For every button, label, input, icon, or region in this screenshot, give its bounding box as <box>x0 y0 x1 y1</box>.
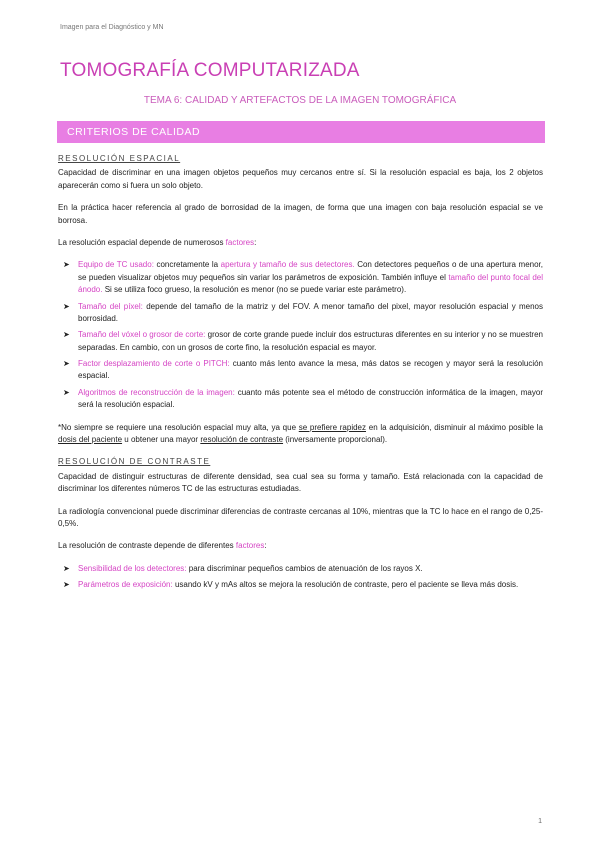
text-run: Si se utiliza foco grueso, la resolución es menor (no se puede variar este parámetro). <box>102 285 407 295</box>
list-item <box>63 301 544 326</box>
text-run: u obtener una mayor <box>122 435 201 445</box>
text-run: para discriminar pequeños cambios de atenuación de los rayos X. <box>186 563 423 573</box>
list-item <box>63 563 543 575</box>
highlight-factores: factores <box>225 237 255 247</box>
list-item <box>63 259 544 296</box>
arrow-bullet-icon: ➤ <box>63 563 70 573</box>
spatial-note <box>58 422 543 447</box>
contrast-paragraph-2: La radiología convencional puede discriminar diferencias de contraste cercanas al 10%, mientras que la TC lo hace en el rango de 0,25-0,5%. <box>58 506 543 528</box>
underlined-term: dosis del paciente <box>58 435 123 445</box>
list-item <box>63 579 543 591</box>
spatial-paragraph-1: Capacidad de discriminar en una imagen objetos pequeños muy cercanos entre sí. Si la resolución espacial es baja, los 2 objetos aparecerán como si fuera un solo objeto. <box>58 168 543 190</box>
arrow-bullet-icon: ➤ <box>63 387 70 397</box>
highlight-term: Tamaño del vóxel o grosor de corte: <box>78 330 206 340</box>
highlight-term: Tamaño del píxel: <box>78 301 143 311</box>
list-item <box>63 387 543 412</box>
underlined-term: resolución de contraste <box>200 435 284 445</box>
highlight-term: Algoritmos de reconstrucción de la imagen: <box>78 387 235 397</box>
highlight-term: Factor desplazamiento de corte o PITCH: <box>78 359 230 369</box>
spatial-paragraph-3 <box>58 237 543 249</box>
contrast-resolution-heading: RESOLUCIÓN DE CONTRASTE <box>58 457 211 467</box>
list-item <box>63 358 543 383</box>
page-header: Imagen para el Diagnóstico y MN <box>60 24 164 31</box>
text-run: : <box>254 237 257 247</box>
document-body <box>58 153 543 602</box>
spatial-factors-list <box>58 259 543 411</box>
arrow-bullet-icon: ➤ <box>63 359 70 369</box>
spatial-paragraph-2: En la práctica hacer referencia al grado de borrosidad de la imagen, de forma que una imagen con baja resolución espacial se ve borrosa. <box>58 203 543 225</box>
highlight-term: Equipo de TC usado: <box>78 260 154 270</box>
contrast-paragraph-3 <box>58 540 543 552</box>
contrast-factors-list <box>58 563 543 592</box>
document-title: TOMOGRAFÍA COMPUTARIZADA <box>60 60 360 81</box>
text-run: concretamente la <box>153 260 221 270</box>
text-run: La resolución de contraste depende de diferentes <box>58 541 236 551</box>
section-heading-bar: CRITERIOS DE CALIDAD <box>57 121 545 143</box>
underlined-term: se prefiere rapidez <box>298 422 367 432</box>
document-subtitle: TEMA 6: CALIDAD Y ARTEFACTOS DE LA IMAGEN TOMOGRÁFICA <box>143 95 457 106</box>
text-run: La resolución espacial depende de numerosos <box>58 237 226 247</box>
arrow-bullet-icon: ➤ <box>63 301 70 311</box>
spatial-resolution-heading: RESOLUCIÓN ESPACIAL <box>58 154 181 163</box>
text-run: *No siempre se requiere una resolución espacial muy alta, ya que <box>58 422 299 432</box>
text-run: usando kV y mAs altos se mejora la resolución de contraste, pero el paciente se lleva más dosis. <box>172 580 519 590</box>
contrast-paragraph-1: Capacidad de distinguir estructuras de diferente densidad, sea cual sea su forma y tamaño. Está relacionada con la capacidad de discriminar los diferentes números TC de las estructuras estudiadas. <box>58 471 543 494</box>
page-number: 1 <box>538 818 542 825</box>
text-run: cuanto más potente sea el método de construcción informática de la imagen, mayor será la resolución espacial. <box>78 387 543 410</box>
arrow-bullet-icon: ➤ <box>63 330 70 340</box>
text-run: cuanto más lento avance la mesa, más datos se recogen y mayor será la resolución espacial. <box>78 359 543 381</box>
highlight-term: Parámetros de exposición: <box>78 580 173 590</box>
highlight-term: apertura y tamaño de sus detectores. <box>220 260 355 270</box>
highlight-term: tamaño del punto focal del ánodo. <box>78 272 544 295</box>
highlight-term: Sensibilidad de los detectores: <box>78 563 187 573</box>
highlight-factores: factores <box>235 541 265 551</box>
text-run: Con detectores pequeños o de una apertura menor, se pueden visualizar objetos muy pequeños sin variar los parámetros de exposición. También influye el <box>78 260 543 282</box>
arrow-bullet-icon: ➤ <box>63 580 70 590</box>
text-run: grosor de corte grande puede incluir dos estructuras diferentes en su interior y no se muestren separadas. En cambio, con un grosos de corte fino, la resolución espacial es mayor. <box>78 330 543 352</box>
text-run: en la adquisición, disminuir al máximo posible la <box>366 422 543 432</box>
text-run: : <box>264 541 267 551</box>
text-run: depende del tamaño de la matriz y del FOV. A menor tamaño del pixel, mayor resolución espacial y menos borrosidad. <box>78 301 544 323</box>
arrow-bullet-icon: ➤ <box>63 260 70 270</box>
list-item <box>63 329 543 354</box>
text-run: (inversamente proporcional). <box>283 435 388 445</box>
